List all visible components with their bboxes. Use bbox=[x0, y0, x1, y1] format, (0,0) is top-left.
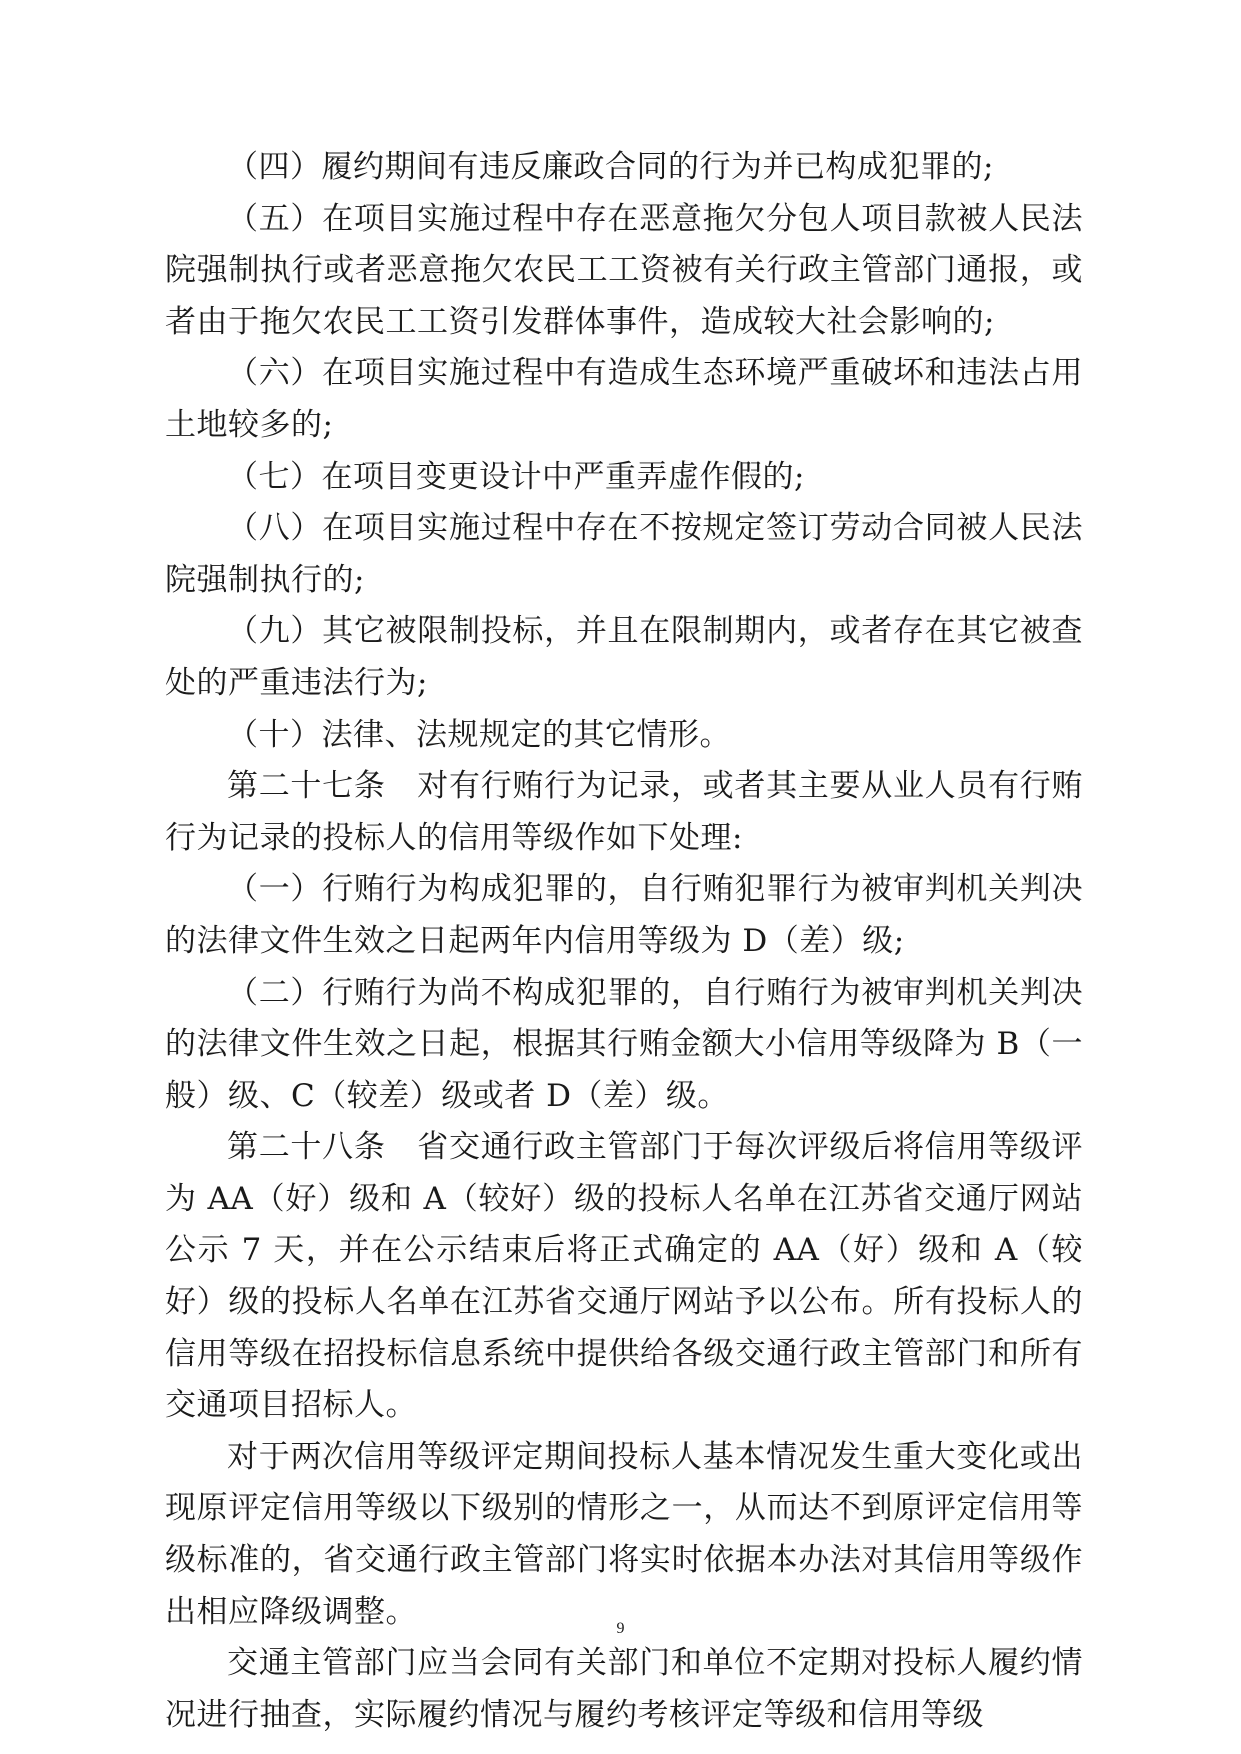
document-body bbox=[165, 142, 1083, 1741]
article-27-item-1: （一）行贿行为构成犯罪的，自行贿犯罪行为被审判机关判决的法律文件生效之日起两年内信用等级为 D（差）级; bbox=[165, 871, 1083, 959]
article-27-item-2: （二）行贿行为尚不构成犯罪的，自行贿行为被审判机关判决的法律文件生效之日起，根据其行贿金额大小信用等级降为 B（一般）级、C（较差）级或者 D（差）级。 bbox=[165, 974, 1083, 1114]
paragraph-item-10: （十）法律、法规规定的其它情形。 bbox=[227, 716, 731, 753]
paragraph-item-9: （九）其它被限制投标，并且在限制期内，或者存在其它被查处的严重违法行为; bbox=[165, 613, 1083, 701]
article-27: 第二十七条 对有行贿行为记录，或者其主要从业人员有行贿行为记录的投标人的信用等级作如下处理: bbox=[165, 768, 1083, 856]
article-28: 第二十八条 省交通行政主管部门于每次评级后将信用等级评为 AA（好）级和 A（较好）级的投标人名单在江苏省交通厅网站公示 7 天，并在公示结束后将正式确定的 AA（好）级和 A（较好）级的投标人名单在江苏省交通厅网站予以公布。所有投标人的信用等级在招投标信息系统中提供给各级交通行政主管部门和所有交通项目招标人。 bbox=[165, 1129, 1083, 1424]
paragraph-item-4: （四）履约期间有违反廉政合同的行为并已构成犯罪的; bbox=[227, 149, 994, 185]
paragraph-item-8: （八）在项目实施过程中存在不按规定签订劳动合同被人民法院强制执行的; bbox=[165, 510, 1083, 598]
paragraph-item-6: （六）在项目实施过程中有造成生态环境严重破坏和违法占用土地较多的; bbox=[165, 355, 1083, 443]
paragraph-item-5: （五）在项目实施过程中存在恶意拖欠分包人项目款被人民法院强制执行或者恶意拖欠农民工工资被有关行政主管部门通报，或者由于拖欠农民工工资引发群体事件，造成较大社会影响的; bbox=[165, 200, 1083, 340]
paragraph-spot-check: 交通主管部门应当会同有关部门和单位不定期对投标人履约情况进行抽查，实际履约情况与履约考核评定等级和信用等级 bbox=[165, 1645, 1083, 1733]
paragraph-item-7: （七）在项目变更设计中严重弄虚作假的; bbox=[227, 458, 805, 495]
page-number: 9 bbox=[616, 1620, 625, 1637]
paragraph-downgrade: 对于两次信用等级评定期间投标人基本情况发生重大变化或出现原评定信用等级以下级别的情形之一，从而达不到原评定信用等级标准的，省交通行政主管部门将实时依据本办法对其信用等级作出相应降级调整。 bbox=[165, 1438, 1083, 1630]
